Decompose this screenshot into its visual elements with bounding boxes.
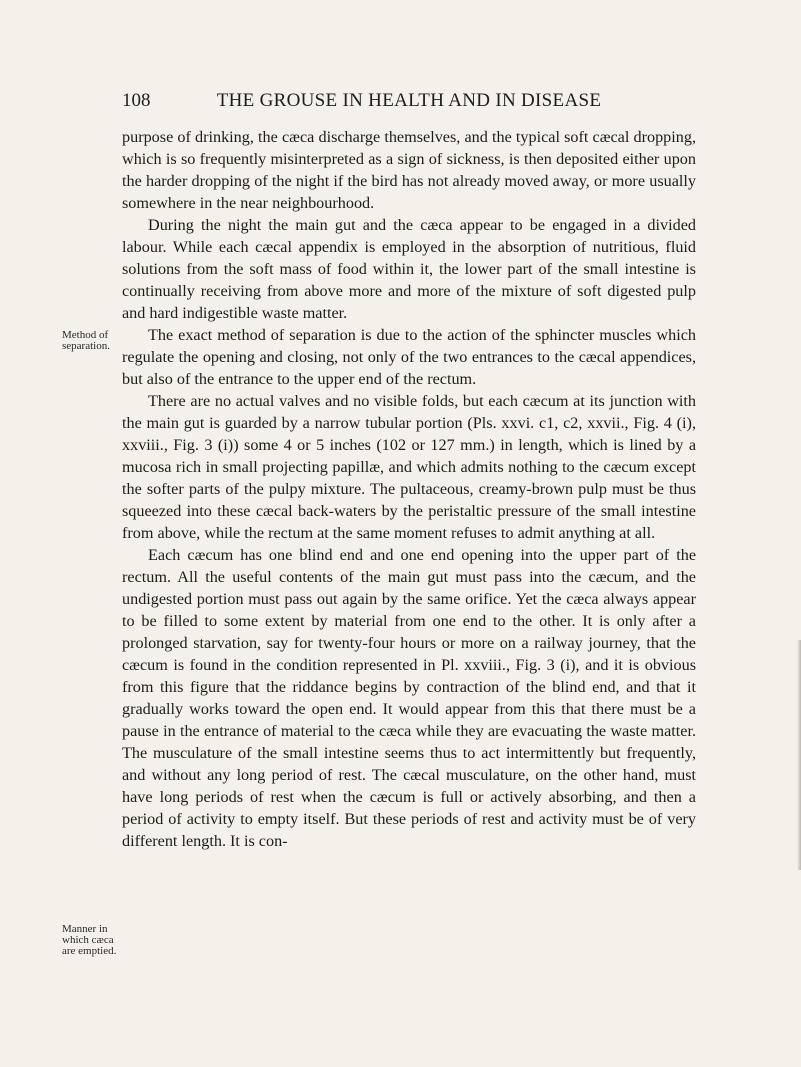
paragraph: During the night the main gut and the cæca appear to be engaged in a divided labour. While each cæcal appendix is employed in the absorption of nutritious, fluid solutions from the soft mass of food within it, the lower part of the small intestine is continually receiving from above more and more of the mixture of soft digested pulp and hard indigestible waste matter.	[122, 216, 696, 322]
body-text	[122, 126, 696, 852]
page-number: 108	[122, 90, 151, 111]
running-header	[122, 90, 696, 114]
paragraph: Each cæcum has one blind end and one end opening into the upper part of the rectum. All the useful contents of the main gut must pass into the cæcum, and the undigested portion must pass out again by the same orifice. Yet the cæca always appear to be filled to some extent by material from one end to the other. It is only after a prolonged starvation, say for twenty-four hours or more on a railway journey, that the cæcum is found in the condition represented in Pl. xxviii., Fig. 3 (i), and it is obvious from this figure that the riddance begins by contraction of the blind end, and that it gradually works toward the open end. It would appear from this that there must be a pause in the entrance of material to the cæca while they are evacuating the waste matter. The musculature of the small intestine seems thus to act intermittently but frequently, and without any long period of rest. The cæcal musculature, on the other hand, must have long periods of rest when the cæcum is full or actively absorbing, and then a period of activity to empty itself. But these periods of rest and activity must be of very different length. It is con-	[122, 546, 696, 850]
paragraph: purpose of drinking, the cæca discharge themselves, and the typical soft cæcal dropping, which is so frequently misinterpreted as a sign of sickness, is then deposited either upon the harder dropping of the night if the bird has not already moved away, or more usually somewhere in the near neighbourhood.	[122, 128, 696, 212]
paragraph: There are no actual valves and no visible folds, but each cæcum at its junction with the main gut is guarded by a narrow tubular portion (Pls. xxvi. c1, c2, xxvii., Fig. 4 (i), xxviii., Fig. 3 (i)) some 4 or 5 inches (102 or 127 mm.) in length, which is lined by a mucosa rich in small projecting papillæ, and which admits nothing to the cæcum except the softer parts of the pulpy mixture. The pultaceous, creamy-brown pulp must be thus squeezed into these cæcal back-waters by the peristaltic pressure of the small intestine from above, while the rectum at the same moment refuses to admit anything at all.	[122, 392, 696, 542]
paragraph: The exact method of separation is due to the action of the sphincter muscles which regulate the opening and closing, not only of the two entrances to the cæcal appendices, but also of the entrance to the upper end of the rectum.	[122, 326, 696, 388]
margin-note-manner: Manner in which cæca are emptied.	[62, 923, 117, 957]
page-edge-shadow	[797, 640, 801, 870]
running-title: THE GROUSE IN HEALTH AND IN DISEASE	[216, 90, 602, 111]
margin-note-method: Method of separation.	[62, 329, 110, 352]
